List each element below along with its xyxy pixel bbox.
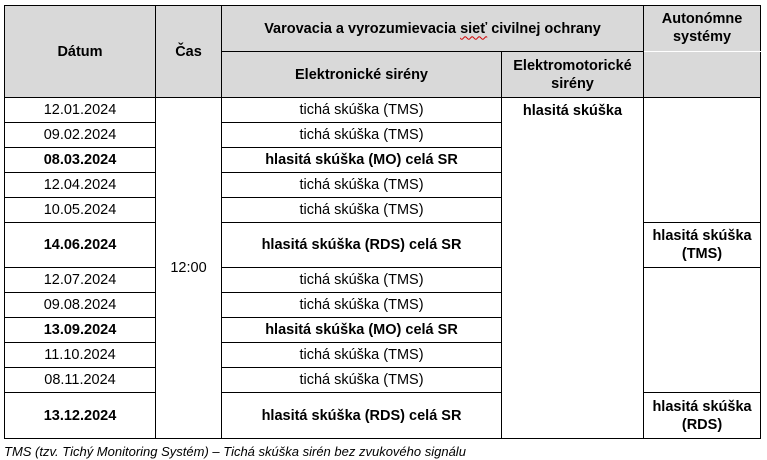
row-date: 08.03.2024 (5, 148, 156, 173)
row-electronic: tichá skúška (TMS) (222, 368, 502, 393)
row-electronic: tichá skúška (TMS) (222, 123, 502, 148)
autonomous-empty-2 (644, 268, 761, 393)
row-electronic: tichá skúška (TMS) (222, 343, 502, 368)
footnote: TMS (tzv. Tichý Monitoring Systém) – Tichá skúška sirén bez zvukového signálu (4, 444, 466, 459)
row-date: 12.04.2024 (5, 173, 156, 198)
autonomous-value-rds-line2: (RDS) (681, 416, 723, 433)
header-autonomous (644, 6, 761, 52)
row-date: 08.11.2024 (5, 368, 156, 393)
autonomous-value-rds (644, 393, 761, 439)
header-date: Dátum (5, 6, 156, 98)
autonomous-value-tms-line2: (TMS) (681, 246, 723, 262)
row-date: 13.09.2024 (5, 318, 156, 343)
row-electronic: tichá skúška (TMS) (222, 293, 502, 318)
autonomous-value-rds-line1: hlasitá skúška (652, 398, 752, 415)
header-network-text-2: sieť (460, 20, 488, 37)
electromotor-cell: hlasitá skúška (502, 98, 644, 439)
row-date: 12.01.2024 (5, 98, 156, 123)
row-electronic: tichá skúška (TMS) (222, 198, 502, 223)
header-network-text-1: Varovacia a vyrozumievacia (264, 20, 457, 37)
siren-test-schedule-table (4, 5, 761, 439)
row-electronic: hlasitá skúška (MO) celá SR (222, 318, 502, 343)
header-time: Čas (156, 6, 222, 98)
header-network-text-3: civilnej ochrany (491, 20, 601, 37)
row-date: 13.12.2024 (5, 393, 156, 439)
autonomous-empty-1 (644, 98, 761, 223)
header-electronic-sirens: Elektronické sirény (222, 52, 502, 98)
header-autonomous-line1: Autonómne (661, 11, 743, 27)
header-electromotor-line1: Elektromotorické (513, 57, 632, 74)
row-electronic: hlasitá skúška (RDS) celá SR (222, 393, 502, 439)
row-date: 10.05.2024 (5, 198, 156, 223)
autonomous-value-tms-line1: hlasitá skúška (652, 228, 752, 244)
row-date: 11.10.2024 (5, 343, 156, 368)
header-electromotor-line2: sirény (551, 75, 594, 92)
row-electronic: tichá skúška (TMS) (222, 268, 502, 293)
row-electronic: tichá skúška (TMS) (222, 98, 502, 123)
row-electronic: hlasitá skúška (RDS) celá SR (222, 223, 502, 268)
header-network (222, 6, 644, 52)
autonomous-value-tms (644, 223, 761, 268)
row-date: 09.02.2024 (5, 123, 156, 148)
row-date: 09.08.2024 (5, 293, 156, 318)
header-electromotor-sirens (502, 52, 644, 98)
row-date: 14.06.2024 (5, 223, 156, 268)
row-electronic: tichá skúška (TMS) (222, 173, 502, 198)
time-cell: 12:00 (156, 98, 222, 439)
header-autonomous-line2: systémy (672, 29, 732, 45)
row-date: 12.07.2024 (5, 268, 156, 293)
header-autonomous-lower (644, 52, 761, 98)
row-electronic: hlasitá skúška (MO) celá SR (222, 148, 502, 173)
